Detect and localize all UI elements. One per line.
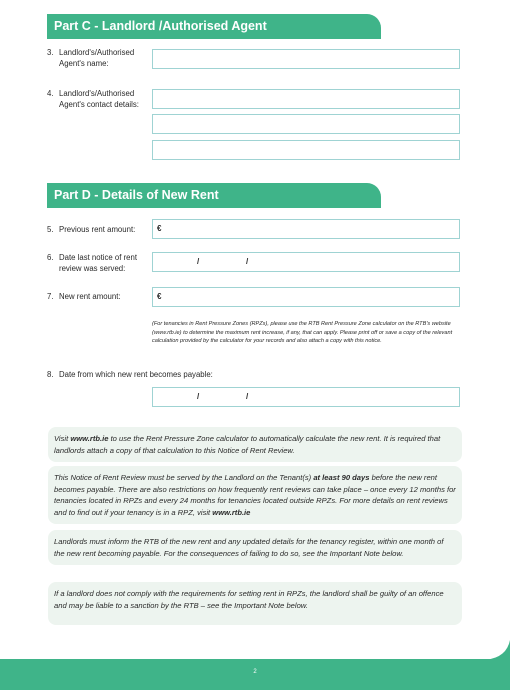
euro-symbol: € [157, 292, 162, 301]
question-5-number: 5. [47, 225, 54, 234]
date-separator: / [197, 257, 200, 266]
question-6-label-line2: review was served: [59, 263, 126, 273]
footer-curve-decoration [480, 640, 510, 660]
date-separator: / [246, 257, 249, 266]
question-6-number: 6. [47, 253, 54, 262]
euro-symbol: € [157, 224, 162, 233]
agent-contact-field-3[interactable] [152, 140, 460, 160]
info-text: This Notice of Rent Review must be served by the Landlord on the Tenant(s) [54, 473, 314, 482]
question-3-label [59, 48, 134, 69]
info-text: If a landlord does not comply with the requirements for setting rent in RPZs, the landlord shall be guilty of an offence and may be liable to a sanction by the RTB – see the Important Note below. [54, 589, 444, 610]
agent-name-field[interactable] [152, 49, 460, 69]
question-4-label-line1: Landlord's/Authorised [59, 89, 135, 98]
date-separator: / [246, 392, 249, 401]
info-text: to use the Rent Pressure Zone calculator to automatically calculate the new rent. It is required that landlords attach a copy of that calculation to this Notice of Rent Review. [54, 434, 441, 455]
rtb-link[interactable]: www.rtb.ie [212, 507, 251, 517]
part-d-header: Part D - Details of New Rent [47, 183, 381, 208]
previous-rent-field[interactable] [152, 219, 460, 239]
question-8-label: Date from which new rent becomes payable: [59, 370, 213, 379]
question-3-number: 3. [47, 48, 54, 57]
question-6-label-line1: Date last notice of rent [59, 253, 138, 262]
question-4-number: 4. [47, 89, 54, 98]
info-text: Landlords must inform the RTB of the new rent and any updated details for the tenancy register, within one month of the new rent becoming payable. For the consequences of failing to do so, see the Important Note below. [54, 537, 444, 558]
info-text: Visit [54, 434, 71, 443]
question-8-number: 8. [47, 370, 54, 379]
emphasis-90-days: at least 90 days [313, 473, 370, 482]
last-review-date-field[interactable] [152, 252, 460, 272]
question-3-label-line2: Agent's name: [59, 58, 109, 68]
info-box-rpz-calculator [48, 427, 462, 462]
agent-contact-field-1[interactable] [152, 89, 460, 109]
rpz-calculator-note: (For tenancies in Rent Pressure Zones (RPZs), please use the RTB Rent Pressure Zone calculator on the RTB's website (www.rtb.ie) to determine the maximum rent increase, if any, that can apply. Please print off or save a copy of the relevant calculation provided by the calculator for your records and also attach a copy with this notice. [152, 321, 453, 345]
question-4-label-line2: Agent's contact details: [59, 99, 139, 109]
question-4-label [59, 89, 139, 110]
info-box-inform-rtb [48, 530, 462, 565]
agent-contact-field-2[interactable] [152, 114, 460, 134]
question-7-label: New rent amount: [59, 292, 121, 301]
info-box-service-notice [48, 466, 462, 524]
part-c-header: Part C - Landlord /Authorised Agent [47, 14, 381, 39]
new-rent-field[interactable] [152, 287, 460, 307]
question-3-label-line1: Landlord's/Authorised [59, 48, 135, 57]
info-text: before the new rent becomes payable. There are also restrictions on how frequently rent reviews can take place – once every 12 months for tenancies located in RPZs and every 24 months for tenancies located outside RPZs. For more details on rent reviews and to find out if your tenancy is in a RPZ, visit [54, 473, 456, 517]
date-separator: / [197, 392, 200, 401]
rtb-link[interactable]: www.rtb.ie [70, 434, 109, 443]
question-6-label [59, 253, 137, 274]
question-5-label: Previous rent amount: [59, 225, 136, 234]
info-box-rpz-offence [48, 582, 462, 625]
new-rent-payable-date-field[interactable] [152, 387, 460, 407]
question-7-number: 7. [47, 292, 54, 301]
page-number: 2 [253, 669, 257, 675]
